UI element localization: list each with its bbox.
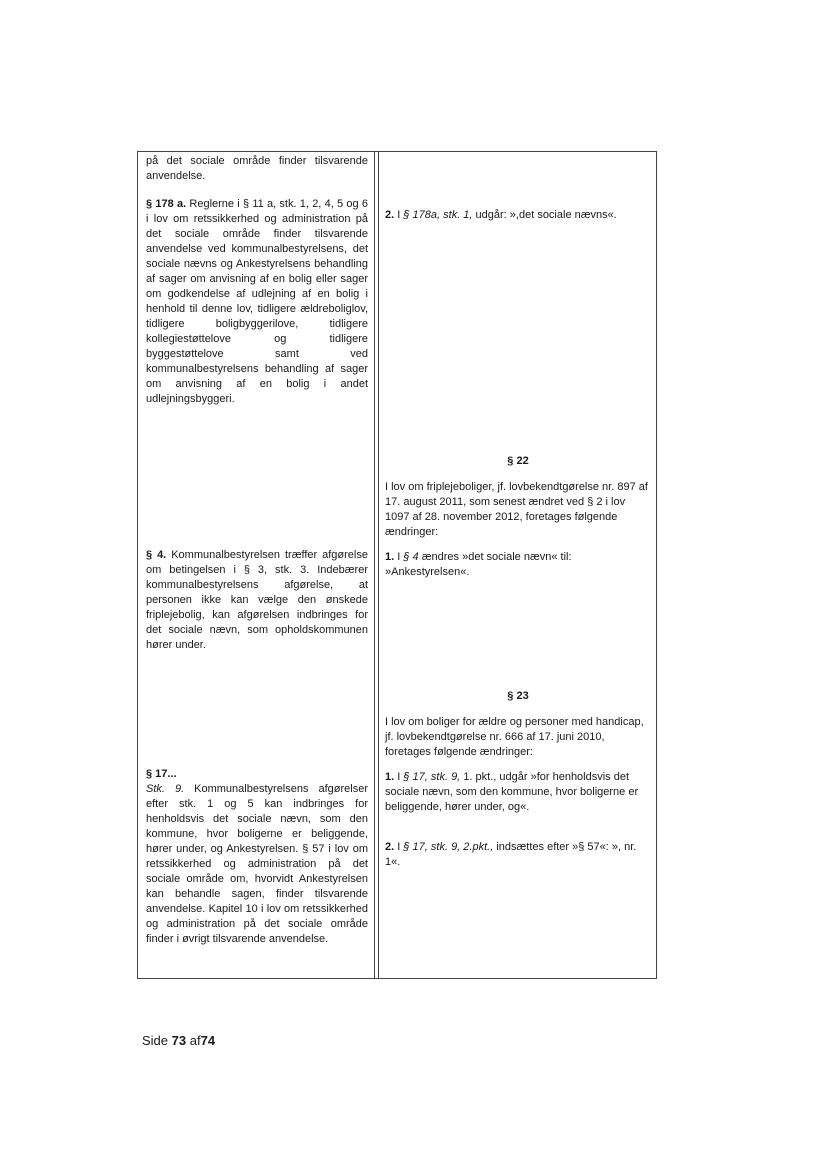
section-178a-text: § 178 a. Reglerne i § 11 a, stk. 1, 2, 4, 5 og 6 i lov om retssikkerhed og administration på det sociale område finder tilsvarende anvendelse ved kommunalbestyrelsens, det sociale nævns og Ankestyrelsens behandling af sager om anvisning af en bolig eller sager om godkendelse af udlejning af en bolig i henhold til denne lov, tidligere ældreboliglov, tidligere boligbyggerilove, tidligere kollegiestøttelove og tidligere byggestøttelove samt ved kommunalbestyrelsens behandling af sager om anvisning af en bolig i andet udlejningsbyggeri. bbox=[146, 198, 368, 405]
footer-side-label: Side bbox=[142, 1033, 169, 1048]
amendment-2-178a: 2. I § 178a, stk. 1, udgår: »,det sociale nævns«. bbox=[385, 209, 617, 221]
section-17-text: § 17... Stk. 9. Kommunalbestyrelsens afgørelser efter stk. 1 og 5 kan indbringes for henholdsvis det sociale nævn, som den kommune, hvor boligerne er beliggende, hører under, og Ankestyrelsen. § 57 i lov om retssikkerhed og administration på det sociale område om, hvorvidt Ankestyrelsen kan behandle sagen, finder tilsvarende anvendelse. Kapitel 10 i lov om retssikkerhed og administration på det sociale område finder i øvrigt tilsvarende anvendelse. bbox=[146, 768, 369, 945]
section-23-intro: I lov om boliger for ældre og personer med handicap, jf. lovbekendtgørelse nr. 666 af 17. juni 2010, foretages følgende ændringer: bbox=[385, 716, 644, 758]
section-17-number: § 17... bbox=[146, 768, 177, 780]
section-4-text: § 4. Kommunalbestyrelsen træffer afgørelse om betingelsen i § 3, stk. 3. Indebærer kommunalbestyrelsens afgørelse, at personen ikke kan vælge den ønskede friplejebolig, kan afgørelsen indbringes for det sociale nævn, som opholdskommunen hører under. bbox=[146, 549, 368, 651]
section-22-intro: I lov om friplejeboliger, jf. lovbekendtgørelse nr. 897 af 17. august 2011, som senest ændret ved § 2 i lov 1097 af 28. november 2012, foretages følgende ændringer: bbox=[385, 481, 648, 538]
section-17-stk: Stk. 9. bbox=[146, 783, 185, 795]
section-23-heading: § 23 bbox=[507, 690, 529, 702]
section-178a-number: § 178 a. bbox=[146, 198, 187, 210]
section-23-amendment-1: 1. I § 17, stk. 9, 1. pkt., udgår »for henholdsvis det sociale nævn, som den kommune, hvor boligerne er beliggende, hører under, og«. bbox=[385, 771, 639, 813]
section-22-amendment-1: 1. I § 4 ændres »det sociale nævn« til: »Ankestyrelsen«. bbox=[385, 551, 572, 578]
section-4-number: § 4. bbox=[146, 549, 167, 561]
footer-total-pages: 74 bbox=[200, 1033, 216, 1048]
section-22-heading: § 22 bbox=[507, 455, 529, 467]
page-footer bbox=[142, 1033, 215, 1049]
column-divider-inner bbox=[378, 152, 379, 978]
footer-page-number: 73 bbox=[171, 1033, 187, 1048]
column-divider bbox=[374, 152, 375, 978]
footer-af-label: af bbox=[189, 1033, 201, 1048]
left-intro-text: på det sociale område finder tilsvarende anvendelse. bbox=[146, 155, 368, 182]
section-23-amendment-2: 2. I § 17, stk. 9, 2.pkt., indsættes efter »§ 57«: », nr. 1«. bbox=[385, 841, 637, 868]
comparison-table bbox=[137, 151, 657, 979]
